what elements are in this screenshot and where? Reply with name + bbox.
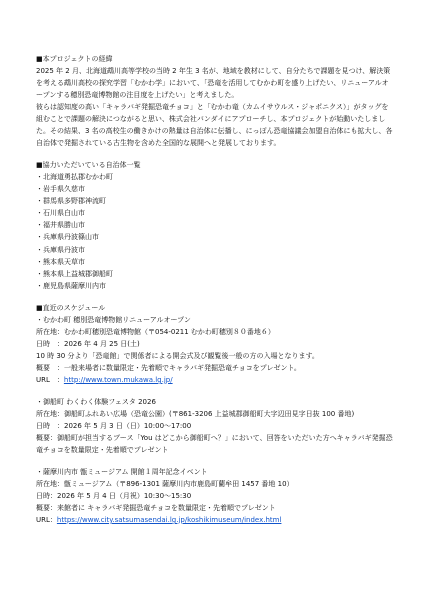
project-background-section xyxy=(36,53,395,149)
background-paragraph xyxy=(36,65,395,149)
list-item: ・鹿児島県薩摩川内市 xyxy=(36,281,106,290)
list-item: ・熊本県天草市 xyxy=(36,257,85,266)
list-item: ・兵庫県丹波市 xyxy=(36,245,85,254)
section-heading-background: ■本プロジェクトの経緯 xyxy=(36,55,113,63)
municipality-list-section xyxy=(36,159,395,292)
event-satsumasendai xyxy=(36,466,395,526)
event-location: 所在地：むかわ町穂別恐竜博物館（〒054-0211 むかわ町穂別８０番地６） xyxy=(36,327,275,336)
event-url-row xyxy=(36,374,395,386)
list-item: ・熊本県上益城郡御船町 xyxy=(36,269,113,278)
event-note: 10 時 30 分より「恐竜館」で関係者による開会式及び観覧後一般の方の入場となります。 xyxy=(36,351,319,360)
schedule-section xyxy=(36,302,395,526)
event-url-row xyxy=(36,514,395,526)
event-date: 日時 ：2026 年 5 月 3 日（日）10:00～17:00 xyxy=(36,421,192,430)
url-label: URL： xyxy=(36,515,57,524)
event-summary: 概要：来館者に キャラバギ発掘恐竜チョコを数量限定・先着順でプレゼント xyxy=(36,503,276,512)
event-date: 日時 ：2026 年 4 月 25 日(土) xyxy=(36,339,140,348)
event-location: 所在地：甑ミュージアム（〒896-1301 薩摩川内市鹿島町藺牟田 1457 番地 10） xyxy=(36,479,294,488)
event-title: ・御船町 わくわく体験フェスタ 2026 xyxy=(36,397,156,406)
list-item: ・群馬県多野郡神流町 xyxy=(36,197,106,206)
event-summary: 概要 ：一般来場者に数量限定・先着順でキャラバギ発掘恐竜チョコをプレゼント。 xyxy=(36,363,301,372)
section-heading-municipalities: ■協力いただいている自治体一覧 xyxy=(36,161,141,169)
section-heading-schedule: ■直近のスケジュール xyxy=(36,303,106,312)
event-mukawa xyxy=(36,314,395,386)
list-item: ・北海道勇払郡むかわ町 xyxy=(36,173,113,181)
url-label: URL ： xyxy=(36,375,64,384)
background-text-1: 2025 年 2 月、北海道鵡川高等学校の当時 2 年生 3 名が、地域を教材にして、自分たちで課題を見つけ、解決策を考える鵡川高校の探究学習「むかわ学」において、「恐竜を活用してむかわ町を盛り上げたい、リニューアルオープンする穂別恐竜博物館の注目度を上げたい」と考えました。 xyxy=(36,67,391,99)
event-location: 所在地：御船町ふれあい広場（恐竜公園）(〒861-3206 上益城郡御船町大字辺田見字日抜 100 番地) xyxy=(36,409,355,418)
event-title: ・薩摩川内市 甑ミュージアム 開館１周年記念イベント xyxy=(36,467,208,476)
event-mifune xyxy=(36,396,395,456)
event-summary: 概要：御船町が担当するブース「You はどこから御船町へ？」において、回答をいただいた方へキャラバギ発掘恐竜チョコを数量限定・先着順でプレゼント xyxy=(36,433,393,454)
event-url-link[interactable]: http://www.town.mukawa.lg.jp/ xyxy=(63,375,173,384)
list-item: ・兵庫県丹波篠山市 xyxy=(36,233,99,242)
municipality-list xyxy=(36,171,395,292)
list-item: ・岩手県久慈市 xyxy=(36,185,85,194)
list-item: ・福井県勝山市 xyxy=(36,221,85,230)
event-title: ・むかわ町 穂別恐竜博物館リニューアルオープン xyxy=(36,315,191,324)
list-item: ・石川県白山市 xyxy=(36,209,85,218)
background-text-2: 彼らは認知度の高い「キャラバギ発掘恐竜チョコ」と「むかわ竜（カムイサウルス・ジャポニクス）」がタッグを組むことで課題の解決につながると思い、株式会社バンダイにアプローチし、本プロジェクトが始動いたしました。その結果、3 名の高校生の働きかけの熱量は自治体に伝播し、にっぽん恐竜協議会加盟自治体にも拡大し、各自治体で発掘されている古生物を含めた全国的な展開へと発展しております。 xyxy=(36,103,393,147)
event-url-link[interactable]: https://www.city.satsumasendai.lg.jp/koshikimuseum/index.html xyxy=(56,515,282,524)
event-date: 日時：2026 年 5 月 4 日（月祝）10:30～15:30 xyxy=(36,491,192,500)
